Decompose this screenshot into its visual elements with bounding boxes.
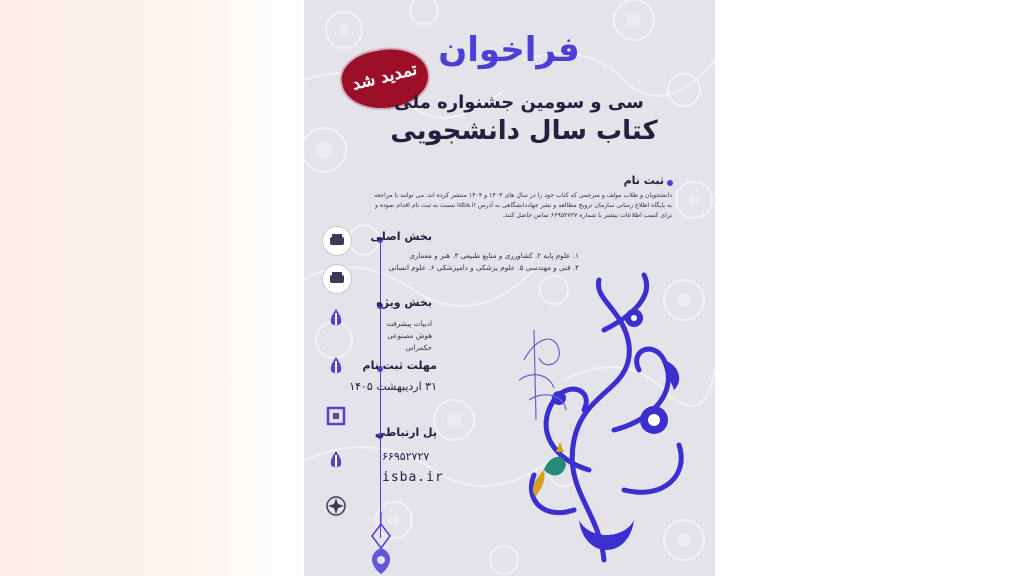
main-section-heading: بخش اصلی xyxy=(370,230,432,243)
poster xyxy=(304,0,715,576)
deadline-heading: مهلت ثبت نام xyxy=(362,359,437,372)
arabesque-flower-illustration xyxy=(504,270,709,570)
special-item: هوش مصنوعی xyxy=(387,331,432,340)
contact-phone: ۶۶۹۵۲۷۲۷ xyxy=(382,450,430,463)
deadline-value: ۳۱ اردیبهشت ۱۴۰۵ xyxy=(349,380,437,393)
jihad-daneshgahi-logo xyxy=(322,264,352,294)
festival-subtitle: سی و سومین جشنواره ملی xyxy=(394,92,644,113)
registration-text: دانشجویان و طلاب مولف و مترجمی که کتاب خود را در سال های ۱۴۰۳ و ۱۴۰۴ منتشر کرده اند، می توانند با مراجعه به پایگاه اطلاع رسانی سازمان ترویج مطالعه و نشر جهاددانشگاهی به آدرس isba.ir نسبت به ثبت نام اقدام نموده و برای کسب اطلاعات بیشتر با شماره ۶۶۹۵۲۷۲۷ تماس حاصل کنند. xyxy=(373,192,672,219)
contact-heading: پل ارتباطی xyxy=(374,426,437,439)
stamp-label: تمدید شد xyxy=(350,59,420,95)
main-section-line-1: ۱. علوم پایه ۲. کشاورزی و منابع طبیعی ۳. هنر و معماری xyxy=(409,251,579,260)
main-section-line-2: ۴. فنی و مهندسی ۵. علوم پزشکی و دامپزشکی ۶. علوم انسانی xyxy=(388,263,579,272)
pendant-ornament xyxy=(366,512,396,576)
special-item: حکمرانی xyxy=(405,343,432,352)
special-section-heading: بخش ویژه xyxy=(376,296,432,309)
page-background-left xyxy=(0,0,305,576)
book-organization-logo xyxy=(322,402,350,430)
jihad-daneshgahi-logo xyxy=(322,226,352,256)
bullet-dot xyxy=(667,180,673,186)
iran-emblem-logo xyxy=(322,446,350,474)
contact-website: isba.ir xyxy=(382,470,444,485)
festival-title: کتاب سال دانشجویی xyxy=(390,116,658,146)
iran-emblem-logo xyxy=(322,352,350,380)
poster-title: فراخوان xyxy=(438,30,580,70)
iran-emblem-logo xyxy=(322,304,350,332)
registration-heading: ثبت نام xyxy=(623,174,664,187)
star-rosette-logo xyxy=(322,492,350,520)
special-item: ادبیات پیشرفت xyxy=(386,319,432,328)
